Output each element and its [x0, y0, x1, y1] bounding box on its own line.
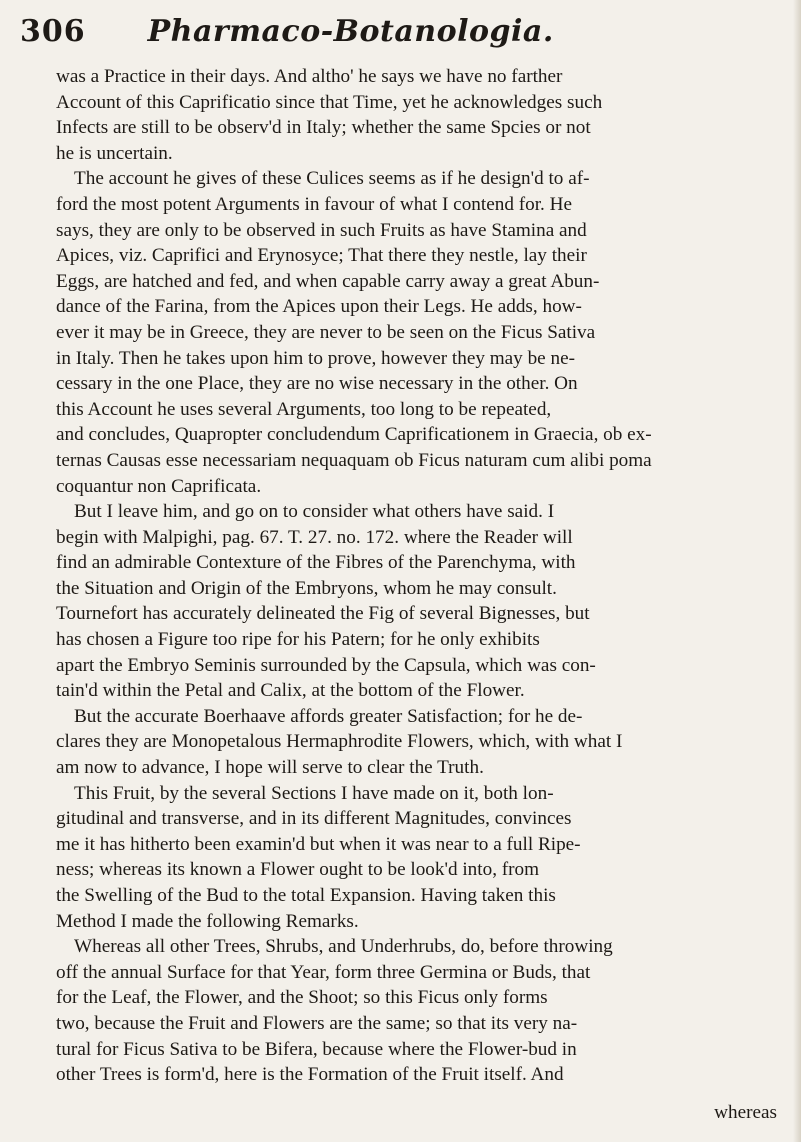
page-header	[20, 14, 780, 60]
text-line: But I leave him, and go on to consider what others have said. I	[74, 501, 555, 523]
text-line: has chosen a Figure too ripe for his Patern; for he only exhibits	[56, 629, 540, 651]
text-line: was a Practice in their days. And altho' he says we have no farther	[56, 66, 563, 87]
text-line: But the accurate Boerhaave affords greater Satisfaction; for he de-	[74, 705, 583, 727]
page-edge-shadow	[793, 0, 801, 1142]
text-line: Apices, viz. Caprifici and Erynosyce; That there they nestle, lay their	[56, 245, 587, 267]
text-line: off the annual Surface for that Year, form three Germina or Buds, that	[56, 961, 591, 983]
text-line: says, they are only to be observed in such Fruits as have Stamina and	[56, 219, 587, 241]
text-line: gitudinal and transverse, and in its different Magnitudes, convinces	[56, 808, 572, 830]
text-line: for the Leaf, the Flower, and the Shoot; so this Ficus only forms	[56, 987, 548, 1009]
text-line: This Fruit, by the several Sections I have made on it, both lon-	[74, 782, 554, 804]
text-line: two, because the Fruit and Flowers are the same; so that its very na-	[56, 1012, 578, 1034]
text-line: am now to advance, I hope will serve to clear the Truth.	[56, 757, 484, 779]
text-line: The account he gives of these Culices seems as if he design'd to af-	[74, 168, 590, 190]
text-line: ternas Causas esse necessariam nequaquam ob Ficus naturam cum alibi poma	[56, 449, 652, 471]
page-number: 306	[20, 14, 86, 49]
text-line: ever it may be in Greece, they are never to be seen on the Ficus Sativa	[56, 321, 596, 343]
text-line: cessary in the one Place, they are no wise necessary in the other. On	[56, 373, 578, 395]
text-line: ness; whereas its known a Flower ought to be look'd into, from	[56, 859, 540, 881]
text-line: Account of this Caprificatio since that Time, yet he acknowledges such	[56, 91, 603, 113]
text-line: Eggs, are hatched and fed, and when capable carry away a great Abun-	[56, 270, 600, 292]
catchword: whereas	[714, 1102, 777, 1123]
text-line: Method I made the following Remarks.	[56, 910, 359, 932]
text-line: Infects are still to be observ'd in Italy; whether the same Spcies or not	[56, 117, 591, 139]
text-line: the Swelling of the Bud to the total Expansion. Having taken this	[56, 885, 556, 906]
text-line: tain'd within the Petal and Calix, at the bottom of the Flower.	[56, 680, 525, 702]
text-line: this Account he uses several Arguments, too long to be repeated,	[56, 398, 552, 420]
text-line: and concludes, Quapropter concludendum Caprificationem in Graecia, ob ex-	[56, 424, 652, 446]
text-line: in Italy. Then he takes upon him to prove, however they may be ne-	[56, 347, 575, 369]
text-line: he is uncertain.	[56, 142, 173, 164]
text-line: begin with Malpighi, pag. 67. T. 27. no. 172. where the Reader will	[56, 526, 573, 548]
text-line: apart the Embryo Seminis surrounded by the Capsula, which was con-	[56, 654, 596, 676]
running-head: Pharmaco-Botanologia.	[147, 14, 554, 49]
text-line: coquantur non Caprificata.	[56, 475, 262, 497]
text-line: the Situation and Origin of the Embryons, whom he may consult.	[56, 577, 557, 599]
text-line: dance of the Farina, from the Apices upon their Legs. He adds, how-	[56, 296, 582, 318]
text-line: Tournefort has accurately delineated the Fig of several Bignesses, but	[56, 603, 590, 625]
text-line: me it has hitherto been examin'd but when it was near to a full Ripe-	[56, 833, 581, 855]
text-line: clares they are Monopetalous Hermaphrodite Flowers, which, with what I	[56, 731, 623, 753]
text-line: ford the most potent Arguments in favour of what I contend for. He	[56, 193, 572, 215]
text-line: Whereas all other Trees, Shrubs, and Underhrubs, do, before throwing	[74, 936, 613, 958]
text-line: find an admirable Contexture of the Fibres of the Parenchyma, with	[56, 552, 576, 574]
body-text	[56, 64, 776, 1088]
text-line: other Trees is form'd, here is the Formation of the Fruit itself. And	[56, 1064, 564, 1086]
text-line: tural for Ficus Sativa to be Bifera, because where the Flower-bud in	[56, 1038, 577, 1060]
